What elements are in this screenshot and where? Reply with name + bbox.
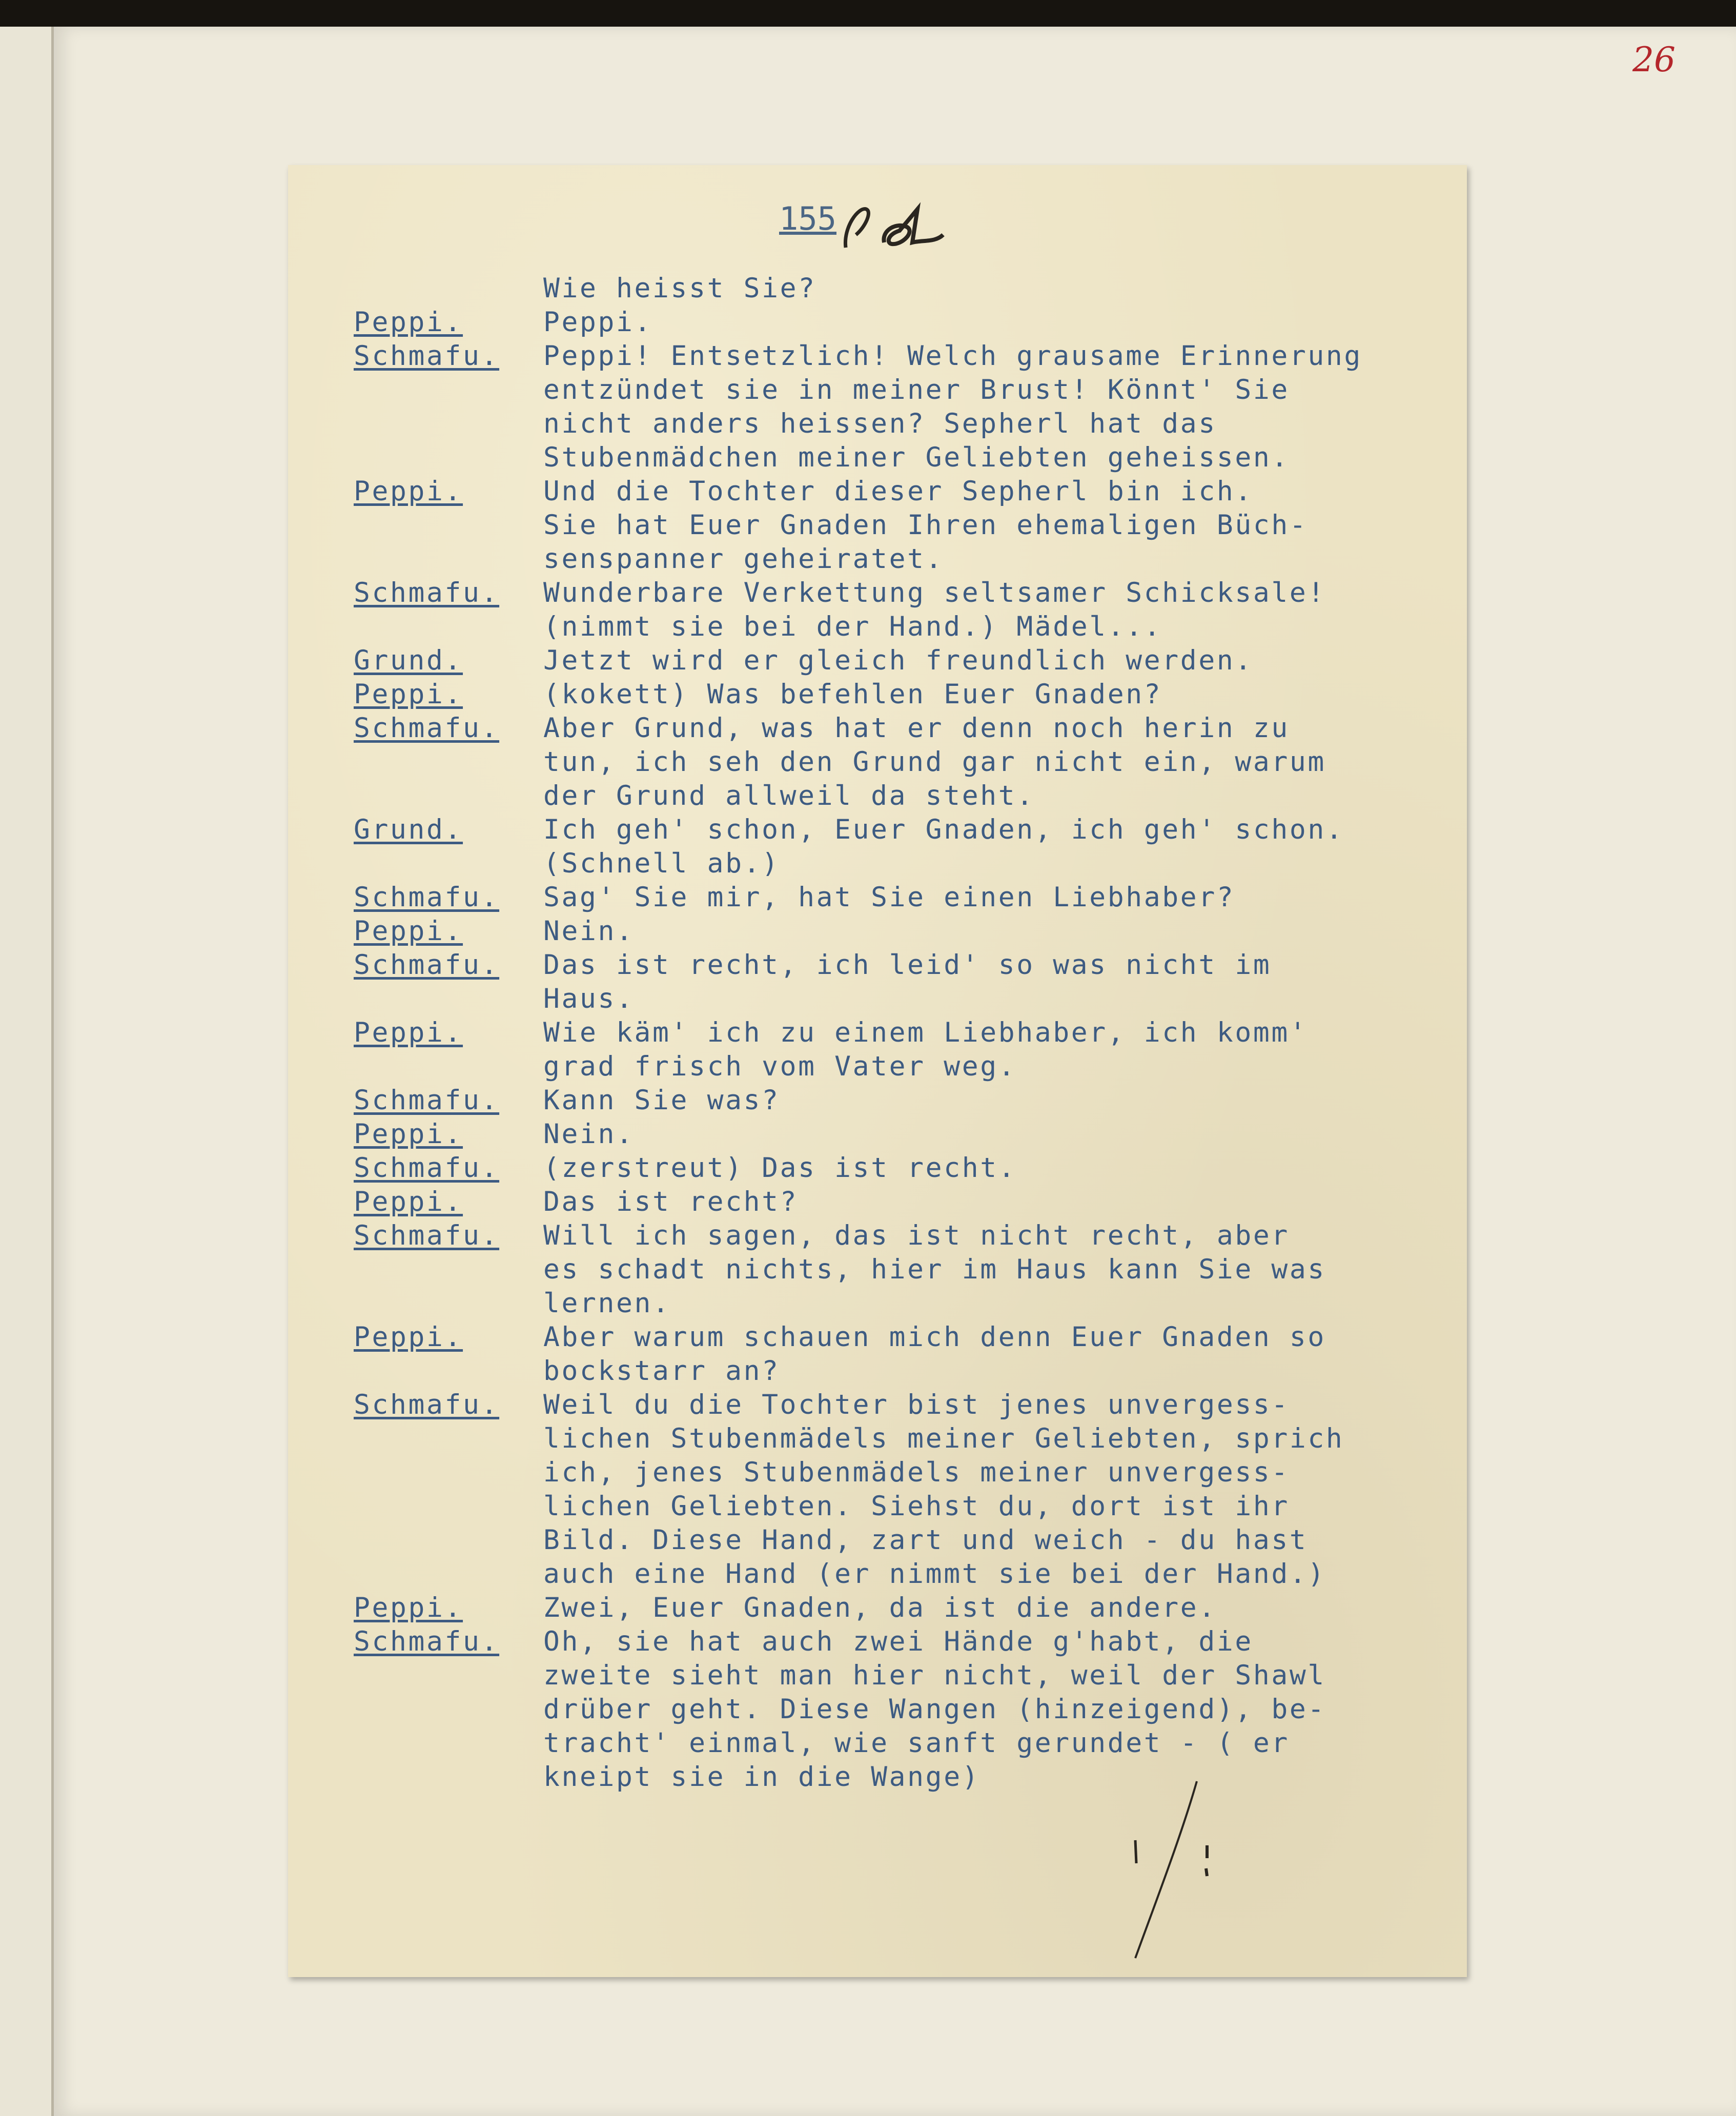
speech-lines <box>543 272 1497 306</box>
speech-line: der Grund allweil da steht. <box>543 780 1035 811</box>
speaker-name: Peppi. <box>354 679 463 710</box>
speech-lines <box>543 1320 1497 1388</box>
dialogue-turn <box>354 644 1497 678</box>
speaker-name: Peppi. <box>354 1321 463 1353</box>
dialogue-turn <box>354 1591 1497 1625</box>
speech-line: lichen Geliebten. Siehst du, dort ist ihr <box>543 1491 1290 1522</box>
dialogue-turn <box>354 1185 1497 1219</box>
speech-line: Aber warum schauen mich denn Euer Gnaden so <box>543 1321 1326 1353</box>
speech-lines <box>543 306 1497 339</box>
dialogue-turn <box>354 576 1497 644</box>
speech-line: Weil du die Tochter bist jenes unvergess- <box>543 1389 1290 1420</box>
speech-line: Will ich sagen, das ist nicht recht, aber <box>543 1220 1290 1251</box>
speech-line: ich, jenes Stubenmädels meiner unvergess- <box>543 1457 1290 1488</box>
speaker-name: Peppi. <box>354 1592 463 1623</box>
dialogue-turn <box>354 881 1497 914</box>
speech-line: Peppi. <box>543 307 653 338</box>
speech-line: (Schnell ab.) <box>543 848 780 879</box>
speech-line: Das ist recht? <box>543 1186 799 1217</box>
speech-lines <box>543 1591 1497 1625</box>
speech-line: (kokett) Was befehlen Euer Gnaden? <box>543 679 1162 710</box>
speaker-name: Schmafu. <box>354 1626 500 1657</box>
speaker-name: Peppi. <box>354 1017 463 1048</box>
speaker-name: Schmafu. <box>354 882 500 913</box>
folio-number: 26 <box>1632 40 1676 79</box>
page-number-correction <box>835 199 948 255</box>
speech-line: Aber Grund, was hat er denn noch herin zu <box>543 713 1290 744</box>
speech-line: auch eine Hand (er nimmt sie bei der Hand.) <box>543 1558 1326 1590</box>
speech-lines <box>543 475 1497 576</box>
speech-line: Kann Sie was? <box>543 1085 780 1116</box>
speaker-name: Schmafu. <box>354 1389 500 1420</box>
speech-lines <box>543 678 1497 711</box>
speech-line: Bild. Diese Hand, zart und weich - du hast <box>543 1524 1308 1556</box>
speaker-name: Schmafu. <box>354 1085 500 1116</box>
speech-line: Nein. <box>543 915 635 947</box>
dialogue-turn <box>354 914 1497 948</box>
dialogue-turn <box>354 1084 1497 1117</box>
speech-line: Peppi! Entsetzlich! Welch grausame Erinnerung <box>543 340 1362 372</box>
speech-line: Nein. <box>543 1118 635 1150</box>
speech-line: (nimmt sie bei der Hand.) Mädel... <box>543 611 1162 642</box>
speech-lines <box>543 644 1497 678</box>
dialogue-turn <box>354 475 1497 576</box>
dialogue-turn <box>354 948 1497 1016</box>
speech-line: Stubenmädchen meiner Geliebten geheissen. <box>543 442 1290 473</box>
speaker-name: Schmafu. <box>354 1220 500 1251</box>
speech-lines <box>543 1084 1497 1117</box>
speech-lines <box>543 948 1497 1016</box>
speech-line: Wie käm' ich zu einem Liebhaber, ich komm' <box>543 1017 1308 1048</box>
dialogue-turn <box>354 1320 1497 1388</box>
speech-lines <box>543 1016 1497 1084</box>
speech-line: drüber geht. Diese Wangen (hinzeigend), be- <box>543 1694 1326 1725</box>
speaker-name: Grund. <box>354 645 463 676</box>
speaker-name: Peppi. <box>354 1118 463 1150</box>
speech-line: tracht' einmal, wie sanft gerundet - ( er <box>543 1727 1290 1759</box>
speech-lines <box>543 1625 1497 1794</box>
speech-lines <box>543 576 1497 644</box>
dialogue-turn <box>354 1117 1497 1151</box>
speech-line: nicht anders heissen? Sepherl hat das <box>543 408 1217 439</box>
speech-line: Wie heisst Sie? <box>543 273 816 304</box>
dialogue-turn <box>354 678 1497 711</box>
speech-line: Jetzt wird er gleich freundlich werden. <box>543 645 1253 676</box>
speech-line: Sag' Sie mir, hat Sie einen Liebhaber? <box>543 882 1235 913</box>
speech-line: es schadt nichts, hier im Haus kann Sie was <box>543 1254 1326 1285</box>
speech-line: entzündet sie in meiner Brust! Könnt' Sie <box>543 374 1290 405</box>
dialogue-turn <box>354 813 1497 881</box>
speech-lines <box>543 813 1497 881</box>
left-album-page <box>0 27 54 2116</box>
speaker-name: Peppi. <box>354 307 463 338</box>
speaker-name: Schmafu. <box>354 340 500 372</box>
speech-line: senspanner geheiratet. <box>543 543 944 575</box>
speech-lines <box>543 1219 1497 1320</box>
speaker-name: Schmafu. <box>354 577 500 608</box>
speech-line: grad frisch vom Vater weg. <box>543 1051 1017 1082</box>
speech-lines <box>543 339 1497 475</box>
speech-line: Ich geh' schon, Euer Gnaden, ich geh' schon. <box>543 814 1344 845</box>
speech-line: (zerstreut) Das ist recht. <box>543 1152 1017 1184</box>
speech-line: Zwei, Euer Gnaden, da ist die andere. <box>543 1592 1217 1623</box>
speech-lines <box>543 1388 1497 1591</box>
script-text <box>354 272 1497 1794</box>
speech-lines <box>543 711 1497 813</box>
dialogue-turn <box>354 1151 1497 1185</box>
speech-lines <box>543 1185 1497 1219</box>
speaker-name: Grund. <box>354 814 463 845</box>
speaker-name: Schmafu. <box>354 713 500 744</box>
speaker-name: Peppi. <box>354 915 463 947</box>
speech-line: Wunderbare Verkettung seltsamer Schicksale! <box>543 577 1326 608</box>
speech-line: lichen Stubenmädels meiner Geliebten, sprich <box>543 1423 1344 1454</box>
speaker-name: Peppi. <box>354 476 463 507</box>
speech-lines <box>543 1151 1497 1185</box>
speech-line: Das ist recht, ich leid' so was nicht im <box>543 949 1272 981</box>
speaker-name: Schmafu. <box>354 1152 500 1184</box>
speech-line: tun, ich seh den Grund gar nicht ein, warum <box>543 746 1326 778</box>
speech-line: Und die Tochter dieser Sepherl bin ich. <box>543 476 1253 507</box>
dialogue-turn <box>354 339 1497 475</box>
speech-line: bockstarr an? <box>543 1355 780 1387</box>
speech-line: lernen. <box>543 1288 671 1319</box>
speech-lines <box>543 914 1497 948</box>
speech-lines <box>543 881 1497 914</box>
dialogue-turn <box>354 1625 1497 1794</box>
speaker-name: Schmafu. <box>354 949 500 981</box>
speech-line: Sie hat Euer Gnaden Ihren ehemaligen Büch- <box>543 510 1308 541</box>
speech-line: Oh, sie hat auch zwei Hände g'habt, die <box>543 1626 1253 1657</box>
speaker-name: Peppi. <box>354 1186 463 1217</box>
dialogue-turn <box>354 1219 1497 1320</box>
dialogue-turn <box>354 272 1497 306</box>
speech-line: zweite sieht man hier nicht, weil der Shawl <box>543 1660 1326 1691</box>
speech-line: kneipt sie in die Wange) <box>543 1761 981 1793</box>
speech-lines <box>543 1117 1497 1151</box>
signature-mark <box>1125 1774 1217 1968</box>
speech-line: Haus. <box>543 983 635 1014</box>
dialogue-turn <box>354 711 1497 813</box>
dialogue-turn <box>354 1388 1497 1591</box>
dialogue-turn <box>354 1016 1497 1084</box>
dialogue-turn <box>354 306 1497 339</box>
page-number: 155 <box>779 200 836 237</box>
